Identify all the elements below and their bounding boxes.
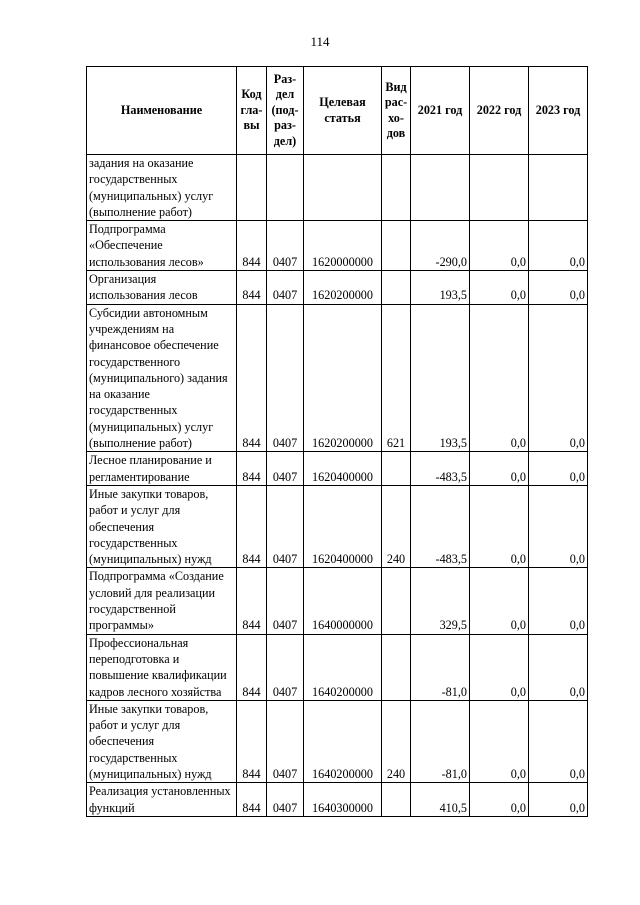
table-body xyxy=(87,155,588,817)
table-row xyxy=(87,271,588,305)
cell-2023: 0,0 xyxy=(529,271,588,305)
cell-target-article: 1620200000 xyxy=(304,304,382,452)
table-row xyxy=(87,304,588,452)
cell-2022: 0,0 xyxy=(470,634,529,700)
cell-expense-type xyxy=(382,568,411,634)
header-year-2022: 2022 год xyxy=(470,67,529,155)
cell-2023 xyxy=(529,155,588,221)
cell-name: Подпрограмма «Создание условий для реализации государственной программы» xyxy=(87,568,237,634)
cell-chapter-code: 844 xyxy=(237,634,267,700)
cell-2023: 0,0 xyxy=(529,452,588,486)
cell-name: Иные закупки товаров, работ и услуг для обеспечения государственных (муниципальных) нужд xyxy=(87,485,237,567)
cell-2022: 0,0 xyxy=(470,452,529,486)
cell-name: задания на оказание государственных (муниципальных) услуг (выполнение работ) xyxy=(87,155,237,221)
cell-chapter-code: 844 xyxy=(237,700,267,782)
cell-section: 0407 xyxy=(267,634,304,700)
cell-chapter-code: 844 xyxy=(237,568,267,634)
page-number: 114 xyxy=(310,34,330,49)
cell-chapter-code xyxy=(237,155,267,221)
cell-target-article: 1620200000 xyxy=(304,271,382,305)
table-row xyxy=(87,155,588,221)
table-row xyxy=(87,568,588,634)
cell-2021: 329,5 xyxy=(411,568,470,634)
cell-2021: -81,0 xyxy=(411,700,470,782)
cell-2022 xyxy=(470,155,529,221)
cell-expense-type xyxy=(382,783,411,817)
table-row xyxy=(87,700,588,782)
cell-2023: 0,0 xyxy=(529,783,588,817)
cell-expense-type xyxy=(382,155,411,221)
cell-target-article: 1640200000 xyxy=(304,634,382,700)
header-target-article: Целевая статья xyxy=(304,67,382,155)
cell-target-article: 1620400000 xyxy=(304,485,382,567)
cell-2023: 0,0 xyxy=(529,221,588,271)
cell-section: 0407 xyxy=(267,485,304,567)
cell-expense-type xyxy=(382,271,411,305)
cell-section xyxy=(267,155,304,221)
table-row xyxy=(87,634,588,700)
cell-chapter-code: 844 xyxy=(237,304,267,452)
cell-target-article: 1640000000 xyxy=(304,568,382,634)
cell-2022: 0,0 xyxy=(470,271,529,305)
cell-2022: 0,0 xyxy=(470,700,529,782)
cell-chapter-code: 844 xyxy=(237,783,267,817)
cell-section: 0407 xyxy=(267,452,304,486)
budget-table xyxy=(86,66,588,817)
table-row xyxy=(87,485,588,567)
cell-chapter-code: 844 xyxy=(237,221,267,271)
header-chapter-code: Код гла-вы xyxy=(237,67,267,155)
cell-target-article xyxy=(304,155,382,221)
table-row xyxy=(87,783,588,817)
header-expense-type: Вид рас-хо-дов xyxy=(382,67,411,155)
cell-2022: 0,0 xyxy=(470,221,529,271)
table-row xyxy=(87,221,588,271)
cell-section: 0407 xyxy=(267,271,304,305)
cell-2022: 0,0 xyxy=(470,568,529,634)
cell-2021: -483,5 xyxy=(411,485,470,567)
cell-chapter-code: 844 xyxy=(237,485,267,567)
cell-2021: 410,5 xyxy=(411,783,470,817)
cell-name: Субсидии автономным учреждениям на финансовое обеспечение государственного (муниципального) задания на оказание государственных (муниципальных) услуг (выполнение работ) xyxy=(87,304,237,452)
cell-2021: -81,0 xyxy=(411,634,470,700)
cell-chapter-code: 844 xyxy=(237,271,267,305)
cell-2023: 0,0 xyxy=(529,700,588,782)
cell-expense-type xyxy=(382,221,411,271)
header-name: Наименование xyxy=(87,67,237,155)
header-year-2023: 2023 год xyxy=(529,67,588,155)
cell-2021: 193,5 xyxy=(411,271,470,305)
header-section: Раз-дел (под-раз-дел) xyxy=(267,67,304,155)
cell-section: 0407 xyxy=(267,568,304,634)
cell-2021: -483,5 xyxy=(411,452,470,486)
cell-name: Лесное планирование и регламентирование xyxy=(87,452,237,486)
cell-2021 xyxy=(411,155,470,221)
cell-name: Профессиональная переподготовка и повышение квалификации кадров лесного хозяйства xyxy=(87,634,237,700)
cell-2022: 0,0 xyxy=(470,304,529,452)
cell-chapter-code: 844 xyxy=(237,452,267,486)
cell-target-article: 1640300000 xyxy=(304,783,382,817)
cell-expense-type xyxy=(382,452,411,486)
cell-target-article: 1620000000 xyxy=(304,221,382,271)
cell-expense-type xyxy=(382,634,411,700)
header-year-2021: 2021 год xyxy=(411,67,470,155)
cell-2021: 193,5 xyxy=(411,304,470,452)
cell-2023: 0,0 xyxy=(529,568,588,634)
cell-expense-type: 240 xyxy=(382,485,411,567)
cell-2022: 0,0 xyxy=(470,485,529,567)
cell-expense-type: 240 xyxy=(382,700,411,782)
cell-target-article: 1620400000 xyxy=(304,452,382,486)
cell-2023: 0,0 xyxy=(529,304,588,452)
cell-section: 0407 xyxy=(267,304,304,452)
cell-2023: 0,0 xyxy=(529,634,588,700)
cell-name: Реализация установленных функций xyxy=(87,783,237,817)
cell-2023: 0,0 xyxy=(529,485,588,567)
cell-2022: 0,0 xyxy=(470,783,529,817)
cell-expense-type: 621 xyxy=(382,304,411,452)
table-row xyxy=(87,452,588,486)
table-header-row xyxy=(87,67,588,155)
cell-section: 0407 xyxy=(267,700,304,782)
cell-name: Подпрограмма «Обеспечение использования лесов» xyxy=(87,221,237,271)
cell-name: Организация использования лесов xyxy=(87,271,237,305)
cell-2021: -290,0 xyxy=(411,221,470,271)
cell-section: 0407 xyxy=(267,221,304,271)
cell-section: 0407 xyxy=(267,783,304,817)
cell-name: Иные закупки товаров, работ и услуг для обеспечения государственных (муниципальных) нужд xyxy=(87,700,237,782)
cell-target-article: 1640200000 xyxy=(304,700,382,782)
